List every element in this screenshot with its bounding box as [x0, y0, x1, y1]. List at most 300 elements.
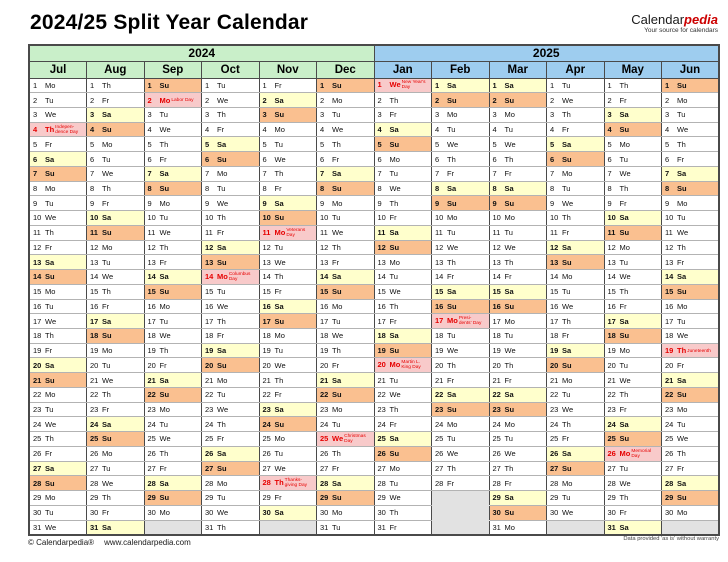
day-number: 12 [262, 242, 271, 252]
cell-feb-4 [432, 122, 490, 137]
cell-oct-23 [202, 402, 260, 417]
cell-aug-26 [87, 446, 145, 461]
day-number: 12 [320, 242, 329, 252]
logo-tagline: Your source for calendars [644, 27, 718, 35]
day-number: 21 [262, 375, 271, 385]
weekday-label: Tu [217, 80, 226, 90]
day-number: 30 [262, 508, 271, 518]
day-number: 13 [550, 257, 559, 267]
cell-feb-26 [432, 446, 490, 461]
cell-dec-9 [317, 196, 375, 211]
day-number: 24 [665, 419, 674, 429]
day-number: 30 [607, 508, 616, 518]
cell-jan-26 [374, 446, 432, 461]
weekday-label: Fr [677, 360, 685, 370]
day-number: 9 [492, 198, 497, 208]
calendar-header [29, 45, 719, 78]
month-header-sep: Sep [144, 61, 202, 78]
cell-dec-26 [317, 446, 375, 461]
day-number: 3 [90, 110, 95, 120]
weekday-label: Sa [45, 463, 55, 473]
cell-mar-22 [489, 387, 547, 402]
cell-nov-21 [259, 373, 317, 388]
cell-may-19 [604, 343, 662, 358]
cell-oct-8 [202, 181, 260, 196]
cell-jan-11 [374, 225, 432, 240]
weekday-label: We [332, 331, 344, 341]
day-number: 27 [320, 463, 329, 473]
day-number: 2 [90, 95, 95, 105]
weekday-label: Sa [677, 272, 687, 282]
weekday-label: Sa [447, 184, 457, 193]
day-number: 28 [262, 478, 271, 488]
weekday-label: We [217, 301, 229, 311]
weekday-label: We [217, 95, 229, 105]
weekday-label: We [504, 139, 516, 149]
day-row-15 [29, 284, 719, 299]
cell-apr-4 [547, 122, 605, 137]
cell-jul-16 [29, 299, 87, 314]
cell-nov-14 [259, 270, 317, 285]
weekday-label: Tu [619, 154, 628, 164]
cell-feb-11 [432, 225, 490, 240]
cell-sep-20 [144, 358, 202, 373]
day-number: 1 [607, 80, 612, 90]
holiday-annotation: Memorial Day [631, 448, 652, 459]
weekday-label: Mo [45, 287, 56, 297]
cell-mar-28 [489, 476, 547, 491]
weekday-label: Sa [159, 478, 169, 488]
weekday-label: Su [159, 287, 170, 297]
day-number: 29 [665, 493, 674, 503]
weekday-label: We [159, 228, 171, 238]
day-row-31 [29, 520, 719, 535]
day-number: 18 [492, 331, 501, 341]
weekday-label: We [447, 139, 459, 149]
day-row-5 [29, 137, 719, 152]
weekday-label: Su [619, 434, 630, 444]
day-number: 5 [262, 139, 267, 149]
weekday-label: Mo [274, 331, 285, 341]
weekday-label: We [562, 95, 574, 105]
cell-may-15 [604, 284, 662, 299]
cell-feb-2 [432, 93, 490, 108]
cell-mar-6 [489, 152, 547, 167]
cell-apr-24 [547, 417, 605, 432]
weekday-label: Sa [389, 125, 399, 135]
cell-feb-21 [432, 373, 490, 388]
weekday-label: Mo [447, 213, 458, 223]
day-number: 11 [665, 228, 673, 238]
day-number: 14 [320, 272, 329, 282]
weekday-label: We [447, 242, 459, 252]
day-number: 21 [550, 375, 559, 385]
cell-feb-13 [432, 255, 490, 270]
weekday-label: Mo [332, 95, 343, 105]
split-year-calendar-table [28, 44, 720, 536]
cell-may-3 [604, 107, 662, 122]
weekday-label: Fr [389, 110, 397, 120]
day-number: 2 [147, 95, 152, 105]
day-number: 4 [377, 125, 382, 135]
day-number: 8 [607, 184, 612, 193]
weekday-label: Sa [274, 95, 284, 105]
day-number: 22 [90, 390, 99, 400]
weekday-label: Fr [389, 522, 397, 532]
weekday-label: Th [504, 257, 514, 267]
cell-aug-28 [87, 476, 145, 491]
weekday-label: Fr [389, 419, 397, 429]
cell-oct-7 [202, 166, 260, 181]
cell-aug-16 [87, 299, 145, 314]
weekday-label: Th [504, 154, 514, 164]
weekday-label: Su [332, 287, 342, 297]
cell-dec-7 [317, 166, 375, 181]
cell-jan-12 [374, 240, 432, 255]
day-number: 3 [607, 110, 612, 120]
day-number: 5 [607, 139, 612, 149]
weekday-label: Tu [159, 316, 168, 326]
weekday-label: Th [619, 493, 629, 503]
weekday-label: Mo [102, 139, 113, 149]
cell-aug-1 [87, 78, 145, 93]
day-number: 6 [205, 154, 210, 164]
weekday-label: Mo [562, 375, 573, 385]
weekday-label: Su [274, 110, 285, 120]
weekday-label: Fr [332, 463, 340, 473]
day-number: 29 [320, 493, 329, 503]
day-number: 8 [147, 184, 152, 193]
cell-nov-3 [259, 107, 317, 122]
weekday-label: Mo [389, 257, 400, 267]
day-number: 9 [33, 198, 38, 208]
day-number: 17 [435, 316, 444, 326]
weekday-label: Fr [332, 257, 340, 267]
weekday-label: Mo [504, 316, 515, 326]
weekday-label: Fr [562, 228, 570, 238]
cell-sep-10 [144, 211, 202, 226]
cell-mar-7 [489, 166, 547, 181]
cell-feb-8 [432, 181, 490, 196]
day-number: 23 [435, 405, 444, 415]
day-number: 30 [90, 508, 99, 518]
cell-feb-14 [432, 270, 490, 285]
cell-may-17 [604, 314, 662, 329]
month-header-apr: Apr [547, 61, 605, 78]
weekday-label: Mo [45, 184, 56, 193]
day-number: 22 [320, 390, 329, 400]
day-number: 19 [33, 346, 42, 356]
day-number: 15 [550, 287, 559, 297]
weekday-label: We [677, 434, 689, 444]
cell-nov-4 [259, 122, 317, 137]
footer-disclaimer: Data provided 'as is' without warranty [623, 536, 719, 542]
holiday-annotation: Labor Day [171, 98, 194, 104]
cell-sep-1 [144, 78, 202, 93]
weekday-label: Th [332, 449, 341, 459]
cell-dec-28 [317, 476, 375, 491]
cell-apr-23 [547, 402, 605, 417]
weekday-label: Fr [102, 405, 110, 415]
day-row-2 [29, 93, 719, 108]
empty-cell-jun-31 [662, 520, 720, 535]
day-number: 2 [492, 95, 497, 105]
weekday-label: We [332, 228, 344, 238]
day-number: 14 [377, 272, 386, 282]
weekday-label: Fr [45, 346, 53, 356]
weekday-label: Tu [217, 184, 226, 193]
day-number: 9 [607, 198, 612, 208]
day-number: 10 [90, 213, 99, 223]
day-number: 19 [435, 346, 444, 356]
cell-jun-12 [662, 240, 720, 255]
day-number: 12 [665, 242, 674, 252]
page-title: 2024/25 Split Year Calendar [30, 11, 309, 34]
cell-dec-18 [317, 328, 375, 343]
day-number: 25 [435, 434, 444, 444]
day-number: 13 [607, 257, 616, 267]
weekday-label: Th [45, 124, 55, 134]
weekday-label: Fr [619, 405, 627, 415]
weekday-label: We [677, 331, 689, 341]
day-number: 31 [320, 522, 329, 532]
day-number: 1 [205, 80, 210, 90]
cell-jan-19 [374, 343, 432, 358]
cell-jun-16 [662, 299, 720, 314]
day-number: 7 [435, 169, 440, 179]
weekday-label: Tu [619, 360, 628, 370]
day-number: 12 [377, 242, 386, 252]
cell-jun-5 [662, 137, 720, 152]
cell-dec-22 [317, 387, 375, 402]
day-number: 10 [320, 213, 329, 223]
cell-aug-11 [87, 225, 145, 240]
cell-feb-20 [432, 358, 490, 373]
cell-feb-9 [432, 196, 490, 211]
day-number: 20 [665, 360, 674, 370]
weekday-label: Sa [619, 419, 629, 429]
weekday-label: Fr [677, 257, 685, 267]
day-number: 18 [90, 331, 99, 341]
footer-copyright [28, 538, 191, 547]
cell-mar-14 [489, 270, 547, 285]
cell-nov-16 [259, 299, 317, 314]
weekday-label: We [619, 478, 631, 488]
day-number: 1 [262, 80, 267, 90]
weekday-label: Tu [504, 434, 513, 444]
day-number: 15 [147, 287, 156, 297]
cell-mar-10 [489, 211, 547, 226]
weekday-label: Tu [159, 213, 168, 223]
cell-jul-13 [29, 255, 87, 270]
day-number: 12 [435, 242, 444, 252]
weekday-label: Fr [504, 478, 512, 488]
day-number: 30 [205, 508, 214, 518]
cell-nov-30 [259, 505, 317, 520]
weekday-label: Su [332, 80, 342, 90]
cell-aug-5 [87, 137, 145, 152]
cell-may-7 [604, 166, 662, 181]
day-number: 21 [147, 375, 156, 385]
day-row-18 [29, 328, 719, 343]
weekday-label: Mo [677, 508, 688, 518]
weekday-label: Su [389, 139, 400, 149]
weekday-label: Th [217, 110, 226, 120]
month-header-oct: Oct [202, 61, 260, 78]
day-number: 1 [665, 80, 670, 90]
day-number: 30 [550, 508, 559, 518]
cell-dec-25 [317, 432, 375, 447]
cell-nov-27 [259, 461, 317, 476]
day-number: 24 [262, 419, 271, 429]
day-number: 22 [665, 390, 674, 400]
day-number: 21 [205, 375, 214, 385]
day-number: 6 [435, 154, 440, 164]
cell-mar-2 [489, 93, 547, 108]
cell-apr-10 [547, 211, 605, 226]
weekday-label: Sa [504, 184, 514, 193]
day-number: 8 [262, 184, 267, 193]
weekday-label: We [45, 213, 57, 223]
weekday-label: Sa [619, 316, 629, 326]
day-number: 1 [435, 80, 440, 90]
weekday-label: Mo [389, 154, 400, 164]
weekday-label: Sa [274, 508, 284, 518]
day-number: 21 [320, 375, 329, 385]
weekday-label: Fr [677, 154, 685, 164]
weekday-label: Mo [159, 95, 171, 105]
weekday-label: We [45, 522, 57, 532]
cell-jan-20 [374, 358, 432, 373]
cell-mar-19 [489, 343, 547, 358]
weekday-label: Mo [217, 169, 228, 179]
weekday-label: Su [217, 154, 227, 164]
day-number: 7 [90, 169, 95, 179]
day-number: 10 [377, 213, 386, 223]
weekday-label: Fr [102, 508, 110, 518]
weekday-label: Th [45, 434, 54, 444]
day-number: 6 [33, 154, 38, 164]
day-number: 19 [377, 346, 386, 356]
weekday-label: Th [159, 346, 169, 356]
weekday-label: Su [504, 301, 515, 311]
day-number: 20 [33, 360, 42, 370]
day-number: 4 [320, 125, 325, 135]
weekday-label: Mo [504, 110, 515, 120]
day-number: 26 [320, 449, 329, 459]
day-row-7 [29, 166, 719, 181]
logo-text-black: Calendar [631, 12, 685, 27]
day-number: 17 [320, 316, 329, 326]
cell-nov-18 [259, 328, 317, 343]
cell-may-27 [604, 461, 662, 476]
day-number: 28 [550, 478, 559, 488]
day-number: 9 [205, 198, 210, 208]
weekday-label: Mo [274, 434, 285, 444]
weekday-label: Su [217, 463, 227, 473]
day-number: 20 [147, 360, 156, 370]
day-number: 5 [377, 139, 382, 149]
cell-apr-30 [547, 505, 605, 520]
cell-dec-29 [317, 491, 375, 506]
cell-may-11 [604, 225, 662, 240]
cell-dec-24 [317, 417, 375, 432]
weekday-label: Mo [45, 390, 56, 400]
day-number: 14 [147, 272, 156, 282]
day-number: 15 [262, 287, 271, 297]
cell-oct-5 [202, 137, 260, 152]
weekday-label: Th [562, 316, 571, 326]
weekday-label: Tu [274, 449, 283, 459]
day-number: 31 [33, 522, 42, 532]
day-number: 25 [90, 434, 99, 444]
weekday-label: Tu [102, 154, 111, 164]
cell-dec-20 [317, 358, 375, 373]
weekday-label: Sa [274, 405, 284, 415]
cell-aug-19 [87, 343, 145, 358]
cell-jan-29 [374, 491, 432, 506]
day-number: 9 [435, 198, 440, 208]
cell-jan-10 [374, 211, 432, 226]
cell-dec-1 [317, 78, 375, 93]
day-number: 27 [435, 463, 444, 473]
day-number: 6 [90, 154, 95, 164]
cell-jul-3 [29, 107, 87, 122]
cell-feb-16 [432, 299, 490, 314]
cell-may-26 [604, 446, 662, 461]
weekday-label: Th [447, 257, 456, 267]
cell-jun-21 [662, 373, 720, 388]
weekday-label: Tu [45, 508, 54, 518]
weekday-label: Su [677, 80, 687, 90]
cell-dec-16 [317, 299, 375, 314]
cell-jan-3 [374, 107, 432, 122]
cell-jan-6 [374, 152, 432, 167]
holiday-annotation: Juneteenth [687, 348, 711, 354]
cell-jun-27 [662, 461, 720, 476]
weekday-label: Su [332, 184, 342, 193]
cell-nov-22 [259, 387, 317, 402]
cell-aug-12 [87, 240, 145, 255]
weekday-label: Th [102, 493, 111, 503]
day-number: 4 [550, 125, 555, 135]
weekday-label: Th [274, 478, 284, 488]
weekday-label: Mo [562, 169, 573, 179]
day-number: 12 [492, 242, 501, 252]
day-number: 13 [33, 257, 42, 267]
cell-jan-17 [374, 314, 432, 329]
weekday-label: Th [159, 242, 169, 252]
day-number: 4 [33, 124, 38, 134]
weekday-label: Th [562, 419, 571, 429]
cell-jan-5 [374, 137, 432, 152]
weekday-label: Fr [45, 242, 53, 252]
weekday-label: Sa [217, 242, 227, 252]
day-number: 3 [665, 110, 670, 120]
weekday-label: Fr [447, 375, 455, 385]
weekday-label: Tu [562, 184, 571, 193]
weekday-label: Tu [504, 331, 513, 341]
weekday-label: We [447, 346, 459, 356]
day-number: 4 [607, 125, 612, 135]
weekday-label: Sa [562, 346, 572, 356]
weekday-label: Su [102, 125, 112, 135]
cell-jul-30 [29, 505, 87, 520]
day-number: 8 [377, 184, 382, 193]
weekday-label: We [45, 419, 57, 429]
weekday-label: Fr [274, 287, 282, 297]
website-link[interactable]: www.calendarpedia.com [104, 538, 191, 547]
